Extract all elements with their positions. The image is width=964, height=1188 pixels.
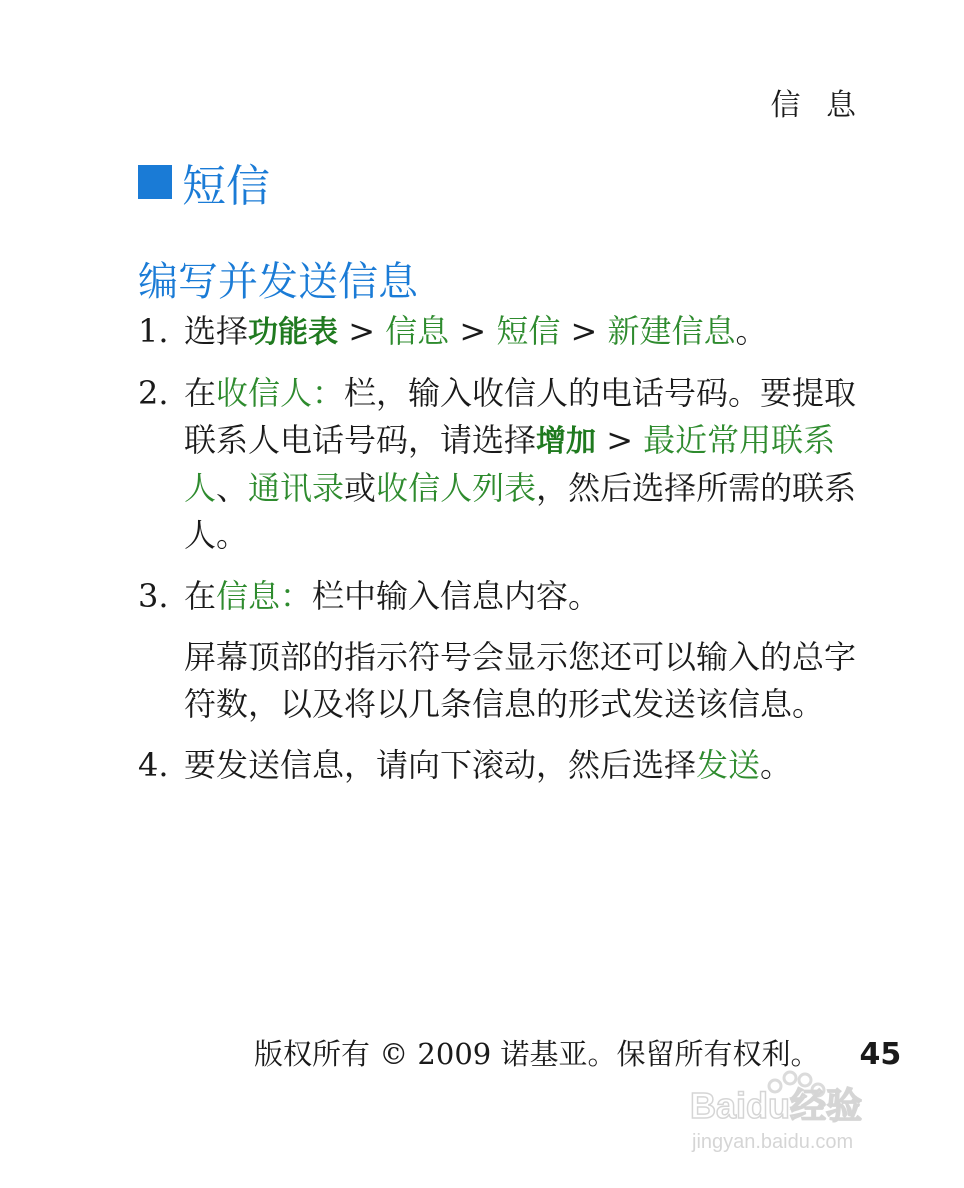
step-number: 2. xyxy=(138,374,169,412)
step-2 xyxy=(138,370,878,559)
menu-term: 收信人列表 xyxy=(376,469,537,507)
step-body xyxy=(184,308,878,356)
watermark-brand: Baidu经验 xyxy=(690,1085,863,1126)
page-number: 45 xyxy=(859,1037,902,1072)
menu-term: 发送 xyxy=(696,746,761,784)
section-square-icon xyxy=(138,165,172,199)
subsection-title: 编写并发送信息 xyxy=(138,259,418,305)
step-text: 选择 xyxy=(184,312,249,350)
section-title-text: 短信 xyxy=(182,161,270,212)
step-1 xyxy=(138,308,878,356)
menu-term: 增加 xyxy=(536,424,597,459)
step-text: 栏中输入信息内容。 xyxy=(312,577,601,615)
menu-term: 新建信息 xyxy=(607,312,736,350)
step-body xyxy=(184,370,878,559)
step-text: 栏，输入收信人的电话号码。要提取联系人电话号码，请选择 xyxy=(184,374,857,459)
step-number: 3. xyxy=(138,577,169,615)
menu-term: 最近常用联系人 xyxy=(184,421,836,507)
menu-term: 通讯录 xyxy=(248,469,345,507)
baidu-watermark-logo xyxy=(690,1066,910,1156)
step-text: 、 xyxy=(216,469,249,507)
step-text: 在 xyxy=(184,374,217,412)
steps-list xyxy=(138,308,878,803)
step-text: > xyxy=(560,312,608,350)
step-3-note: 屏幕顶部的指示符号会显示您还可以输入的总字符数，以及将以几条信息的形式发送该信息。 xyxy=(184,638,857,723)
step-text: 。 xyxy=(735,312,768,350)
menu-term: 信息 xyxy=(385,312,450,350)
step-text: 要发送信息，请向下滚动，然后选择 xyxy=(184,746,697,784)
step-text: > xyxy=(338,312,386,350)
step-text: > xyxy=(449,312,497,350)
step-number: 1. xyxy=(138,312,169,350)
copyright-text: 版权所有 © 2009 诺基亚。保留所有权利。 xyxy=(254,1037,820,1071)
step-body xyxy=(184,742,878,789)
menu-term: 短信 xyxy=(496,312,561,350)
step-number: 4. xyxy=(138,746,169,784)
running-header: 信 息 xyxy=(770,88,864,123)
section-title xyxy=(138,150,270,214)
step-text: 或 xyxy=(344,469,377,507)
step-text: > xyxy=(596,421,644,459)
step-text: ，然后选择所需的联系人。 xyxy=(184,469,857,554)
menu-term: 功能表 xyxy=(248,315,339,350)
step-text: 。 xyxy=(760,746,793,784)
watermark-url: jingyan.baidu.com xyxy=(692,1131,854,1153)
step-body xyxy=(184,573,878,620)
step-4 xyxy=(138,742,878,789)
menu-term: 收信人： xyxy=(216,374,345,412)
step-3 xyxy=(138,573,878,620)
step-text: 在 xyxy=(184,577,217,615)
menu-term: 信息： xyxy=(216,577,313,615)
